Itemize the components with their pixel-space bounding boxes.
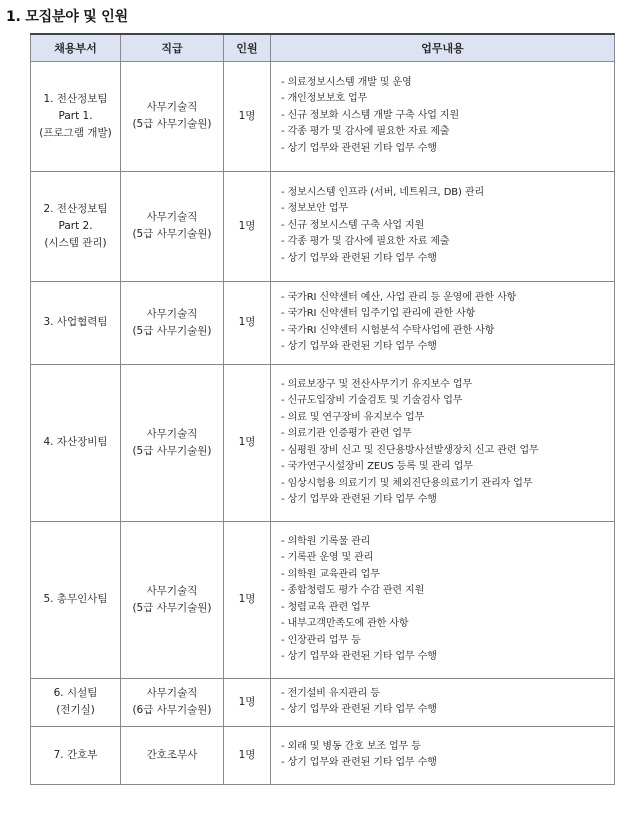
header-headcount: 인원 <box>224 34 271 61</box>
grade-cell <box>121 61 224 171</box>
grade-level: (5급 사무기술원) <box>132 118 212 130</box>
duty-item: - 신규 정보화 시스템 개발 구축 사업 지원 <box>281 109 460 121</box>
duty-item: - 신규도입장비 기술검토 및 기술검사 업무 <box>281 395 463 406</box>
grade-title: 사무기술직 <box>146 687 198 699</box>
department-name: 4. 자산장비팀 <box>43 436 108 448</box>
grade-title: 간호조무사 <box>146 748 198 761</box>
headcount-cell: 1명 <box>224 281 271 364</box>
duty-item: - 상기 업무와 관련된 기타 업무 수행 <box>281 757 437 768</box>
duty-item: - 상기 업무와 관련된 기타 업무 수행 <box>281 704 437 715</box>
duty-item: - 상기 업무와 관련된 기타 업무 수행 <box>281 341 437 352</box>
grade-level: (5급 사무기술원) <box>132 444 212 457</box>
department-cell <box>31 171 121 281</box>
department-cell <box>31 61 121 171</box>
table-row <box>31 521 615 678</box>
grade-title: 사무기술직 <box>146 101 198 113</box>
department-name: 1. 전산정보팀 <box>43 92 108 105</box>
duty-item: - 각종 평가 및 감사에 필요한 자료 제출 <box>281 236 450 248</box>
duty-item: - 각종 평가 및 감사에 필요한 자료 제출 <box>281 126 450 138</box>
duties-cell <box>271 678 615 726</box>
duty-item: - 종합청렴도 평가 수감 관련 지원 <box>281 585 425 596</box>
headcount-cell: 1명 <box>224 726 271 784</box>
table-row <box>31 61 615 171</box>
duty-item: - 국가RI 신약센터 입주기업 관리에 관한 사항 <box>281 308 476 319</box>
department-part: Part 1. <box>58 109 93 122</box>
grade-cell <box>121 171 224 281</box>
duty-item: - 심평원 장비 신고 및 진단용방사선발생장치 신고 관련 업무 <box>281 444 539 456</box>
duty-item: - 국가RI 신약센터 시험분석 수탁사업에 관한 사항 <box>281 324 495 336</box>
duties-cell <box>271 726 615 784</box>
grade-level: (6급 사무기술원) <box>132 704 212 716</box>
department-cell <box>31 364 121 521</box>
grade-cell <box>121 678 224 726</box>
duty-item: - 상기 업무와 관련된 기타 업무 수행 <box>281 252 437 264</box>
header-department: 채용부서 <box>31 34 121 61</box>
duty-item: - 의료 및 연구장비 유지보수 업무 <box>281 411 425 423</box>
department-name: 3. 사업협력팀 <box>43 316 108 328</box>
department-cell <box>31 521 121 678</box>
headcount-cell: 1명 <box>224 171 271 281</box>
grade-cell <box>121 281 224 364</box>
duties-cell <box>271 521 615 678</box>
duties-cell <box>271 281 615 364</box>
department-name: 7. 간호부 <box>53 748 98 761</box>
duty-item: - 상기 업무와 관련된 기타 업무 수행 <box>281 494 437 505</box>
grade-title: 사무기술직 <box>146 307 198 320</box>
section-title: 1. 모집분야 및 인원 <box>6 9 128 25</box>
duty-item: - 개인정보보호 업무 <box>281 93 368 105</box>
duty-item: - 상기 업무와 관련된 기타 업무 수행 <box>281 142 437 154</box>
grade-title: 사무기술직 <box>146 427 198 440</box>
recruitment-table <box>30 33 615 785</box>
table-header-row <box>31 34 615 61</box>
department-part: Part 2. <box>58 219 93 232</box>
headcount-cell: 1명 <box>224 521 271 678</box>
grade-cell <box>121 726 224 784</box>
department-cell <box>31 726 121 784</box>
duty-item: - 국가연구시설장비 ZEUS 등록 및 관리 업무 <box>281 461 473 472</box>
grade-level: (5급 사무기술원) <box>132 601 212 614</box>
header-grade: 직급 <box>121 34 224 61</box>
duty-item: - 임상시험용 의료기기 및 체외진단용의료기기 관리자 업무 <box>281 477 533 489</box>
duties-cell <box>271 364 615 521</box>
grade-title: 사무기술직 <box>146 584 198 597</box>
department-name: 2. 전산정보팀 <box>43 202 108 215</box>
duty-item: - 상기 업무와 관련된 기타 업무 수행 <box>281 651 437 662</box>
duty-item: - 의료정보시스템 개발 및 운영 <box>281 76 412 88</box>
duty-item: - 정보보안 업무 <box>281 203 349 215</box>
duties-cell <box>271 171 615 281</box>
duty-item: - 기록관 운영 및 관리 <box>281 552 374 563</box>
duty-item: - 내부고객만족도에 관한 사항 <box>281 618 409 629</box>
grade-title: 사무기술직 <box>146 211 198 223</box>
duty-item: - 의학원 교육관리 업무 <box>281 568 380 580</box>
duty-item: - 국가RI 신약센터 예산, 사업 관리 등 운영에 관한 사항 <box>281 291 517 303</box>
duty-item: - 외래 및 병동 간호 보조 업무 등 <box>281 740 421 752</box>
department-detail: (시스템 관리) <box>44 236 107 249</box>
header-duties: 업무내용 <box>271 34 615 61</box>
duty-item: - 의료보장구 및 전산사무기기 유지보수 업무 <box>281 378 472 390</box>
table-row <box>31 678 615 726</box>
grade-cell <box>121 521 224 678</box>
department-detail: (프로그램 개발) <box>39 126 112 139</box>
grade-level: (5급 사무기술원) <box>132 228 212 240</box>
grade-cell <box>121 364 224 521</box>
duty-item: - 전기설비 유지관리 등 <box>281 687 380 699</box>
grade-level: (5급 사무기술원) <box>132 324 212 337</box>
department-name: 5. 총무인사팀 <box>43 593 108 605</box>
department-cell <box>31 281 121 364</box>
department-cell <box>31 678 121 726</box>
headcount-cell: 1명 <box>224 364 271 521</box>
duty-item: - 정보시스템 인프라 (서버, 네트워크, DB) 관리 <box>281 186 485 198</box>
duty-item: - 청렴교육 관련 업무 <box>281 601 371 613</box>
duties-cell <box>271 61 615 171</box>
table-row <box>31 364 615 521</box>
table-row <box>31 726 615 784</box>
department-name: 6. 시설팀 <box>53 687 98 699</box>
duty-item: - 의학원 기록물 관리 <box>281 535 371 547</box>
duty-item: - 의료기관 인증평가 관련 업무 <box>281 428 412 439</box>
department-detail: (전기실) <box>56 704 95 716</box>
table-row <box>31 171 615 281</box>
duty-item: - 인장관리 업무 등 <box>281 634 361 646</box>
headcount-cell: 1명 <box>224 61 271 171</box>
duty-item: - 신규 정보시스템 구축 사업 지원 <box>281 219 425 231</box>
table-row <box>31 281 615 364</box>
headcount-cell: 1명 <box>224 678 271 726</box>
